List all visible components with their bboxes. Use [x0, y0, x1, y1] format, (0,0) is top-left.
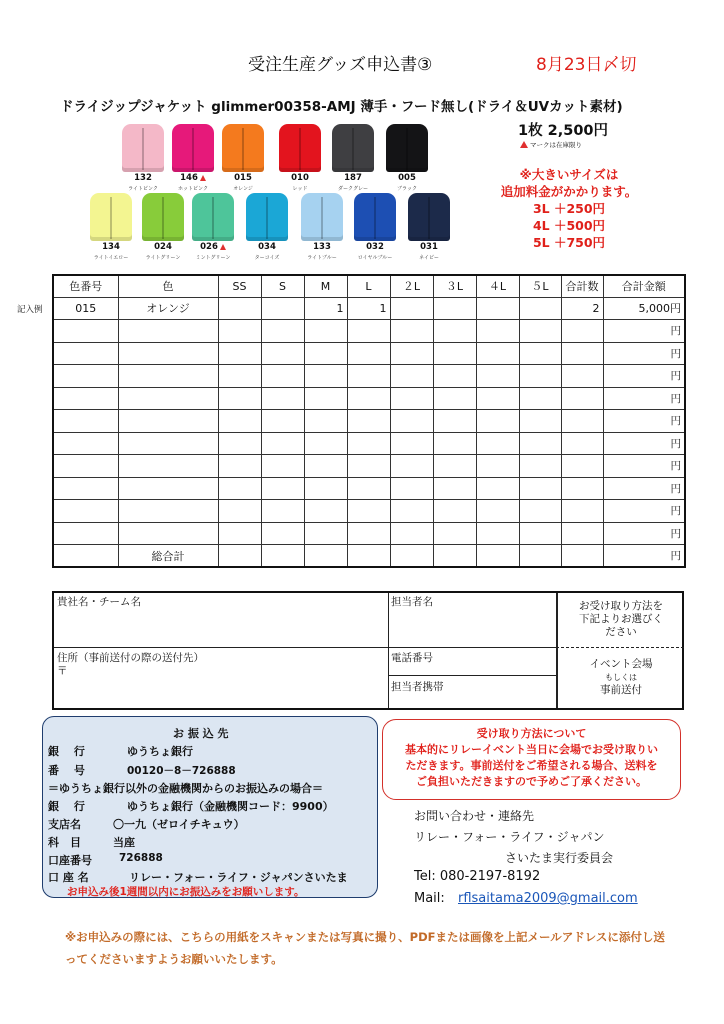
cell[interactable] — [390, 410, 433, 433]
swatch-code-text: 031 — [420, 242, 438, 252]
cell[interactable] — [433, 432, 476, 455]
jacket-image — [222, 124, 264, 172]
holder-value: リレー・フォー・ライフ・ジャパンさいたま — [129, 871, 348, 884]
cell[interactable] — [519, 500, 561, 523]
cell[interactable] — [433, 320, 476, 343]
cell[interactable] — [519, 522, 561, 545]
cell[interactable] — [390, 342, 433, 365]
swatch-034 — [242, 193, 292, 265]
account-value: 726888 — [119, 852, 163, 864]
col-header: S — [261, 275, 304, 297]
swatch-name: ミントグリーン — [195, 255, 231, 261]
swatch-010 — [275, 124, 325, 196]
cell[interactable] — [519, 387, 561, 410]
cell[interactable] — [561, 365, 603, 388]
size-note-line: ※大きいサイズは — [519, 167, 619, 182]
cell — [519, 545, 561, 568]
col-header: 合計金額 — [603, 275, 685, 297]
swatch-code — [297, 242, 347, 252]
cell[interactable] — [53, 387, 118, 410]
cell[interactable] — [476, 522, 519, 545]
payment-box — [42, 716, 378, 898]
jacket-image — [246, 193, 288, 241]
cell — [433, 545, 476, 568]
contact-tel: Tel: 080-2197-8192 — [414, 869, 541, 884]
jacket-image — [301, 193, 343, 241]
payment-deadline-note: お申込み後1週間以内にお振込みをお願いします。 — [67, 886, 305, 898]
swatch-name: ロイヤルブルー — [357, 255, 393, 261]
swatch-133 — [297, 193, 347, 265]
pickup-question: 下記よりお選びく — [579, 613, 663, 625]
cell[interactable] — [218, 500, 261, 523]
size-note-line: 5L ＋750円 — [532, 235, 606, 250]
cell[interactable] — [53, 477, 118, 500]
cell[interactable] — [261, 500, 304, 523]
swatch-code — [188, 242, 238, 252]
other-bank-note: ＝ゆうちょ銀行以外の金融機関からのお振込みの場合＝ — [48, 782, 323, 795]
swatch-name: オレンジ — [233, 186, 253, 192]
amount-cell: 円 — [603, 410, 685, 433]
swatch-code-text: 015 — [234, 173, 252, 183]
pickup-question: ださい — [605, 626, 637, 638]
cell[interactable] — [561, 455, 603, 478]
contact-person-field[interactable]: 担当者名 — [391, 596, 433, 608]
pickup-ship: 事前送付 — [600, 684, 642, 696]
cell[interactable] — [304, 387, 347, 410]
cell[interactable] — [118, 500, 218, 523]
cell[interactable] — [476, 432, 519, 455]
cell: 5,000円 — [603, 297, 685, 320]
receive-line: ご負担いただきますので予めご了承ください。 — [416, 775, 647, 788]
swatch-name: レッド — [292, 186, 308, 192]
swatch-code-text: 005 — [398, 173, 416, 183]
cell[interactable] — [519, 410, 561, 433]
cell[interactable] — [304, 432, 347, 455]
cell[interactable] — [347, 432, 390, 455]
total-label: 総合計 — [118, 545, 218, 568]
swatch-name: ターコイズ — [254, 255, 280, 261]
swatch-name: ライトブルー — [307, 255, 337, 261]
subject-label: 科 目 — [48, 836, 81, 849]
bank2-value: ゆうちょ銀行（金融機関コード：9900） — [127, 800, 334, 813]
pickup-options[interactable] — [558, 658, 684, 697]
swatch-code — [350, 242, 400, 252]
swatch-code-text: 132 — [134, 173, 152, 183]
swatch-code — [168, 173, 218, 183]
cell[interactable] — [304, 455, 347, 478]
amount-cell: 円 — [603, 455, 685, 478]
swatch-name: ライトピンク — [128, 186, 158, 192]
cell[interactable] — [476, 477, 519, 500]
cell — [476, 545, 519, 568]
cell[interactable] — [53, 365, 118, 388]
cell[interactable] — [390, 455, 433, 478]
number-value: 00120－8－726888 — [127, 765, 236, 777]
cell[interactable] — [476, 500, 519, 523]
cell[interactable] — [218, 365, 261, 388]
cell[interactable] — [561, 522, 603, 545]
holder-label: 口 座 名 — [48, 871, 89, 884]
cell[interactable] — [433, 342, 476, 365]
cell[interactable] — [53, 320, 118, 343]
pickup-question: お受け取り方法を — [579, 600, 663, 612]
swatch-code-text: 034 — [258, 242, 276, 252]
cell[interactable] — [433, 410, 476, 433]
cell[interactable] — [390, 432, 433, 455]
cell[interactable] — [347, 522, 390, 545]
col-header: 色 — [118, 275, 218, 297]
cell[interactable] — [261, 410, 304, 433]
cell[interactable] — [519, 342, 561, 365]
cell[interactable] — [476, 387, 519, 410]
cell[interactable] — [53, 342, 118, 365]
col-header: 色番号 — [53, 275, 118, 297]
example-label: 記入例 — [17, 305, 43, 315]
cell[interactable] — [261, 387, 304, 410]
cell[interactable] — [433, 522, 476, 545]
cell[interactable] — [347, 365, 390, 388]
jacket-image — [279, 124, 321, 172]
swatch-code-text: 134 — [102, 242, 120, 252]
swatch-032 — [350, 193, 400, 265]
cell[interactable] — [53, 500, 118, 523]
col-header: ４L — [476, 275, 519, 297]
pickup-venue: イベント会場 — [589, 658, 653, 670]
swatch-code — [138, 242, 188, 252]
cell[interactable] — [118, 410, 218, 433]
jacket-image — [142, 193, 184, 241]
jacket-image — [386, 124, 428, 172]
swatch-code-text: 187 — [344, 173, 362, 183]
contact-org: リレー・フォー・ライフ・ジャパン — [414, 830, 605, 844]
unit-price: 1枚 2,500円 — [518, 123, 609, 139]
address-field[interactable]: 住所（事前送付の際の送付先） — [57, 652, 204, 664]
limited-stock-icon — [200, 175, 206, 181]
stock-note — [520, 140, 582, 149]
cell[interactable] — [476, 455, 519, 478]
swatch-name: ライトグリーン — [145, 255, 181, 261]
contact-committee: さいたま実行委員会 — [505, 851, 614, 865]
cell[interactable] — [218, 522, 261, 545]
mobile-field[interactable]: 担当者携帯 — [391, 681, 444, 693]
cell[interactable] — [218, 432, 261, 455]
cell[interactable] — [118, 320, 218, 343]
swatch-code — [382, 173, 432, 183]
cell[interactable] — [261, 342, 304, 365]
swatch-code-text: 133 — [313, 242, 331, 252]
swatch-031 — [404, 193, 454, 265]
cell[interactable] — [347, 410, 390, 433]
cell[interactable] — [347, 342, 390, 365]
swatch-code — [328, 173, 378, 183]
col-header: M — [304, 275, 347, 297]
cell[interactable] — [519, 320, 561, 343]
cell[interactable] — [561, 432, 603, 455]
cell[interactable] — [53, 522, 118, 545]
receive-method-box — [382, 719, 681, 800]
cell[interactable] — [390, 500, 433, 523]
cell[interactable] — [304, 477, 347, 500]
cell: 1 — [347, 297, 390, 320]
cell[interactable] — [519, 432, 561, 455]
swatch-code-text: 024 — [154, 242, 172, 252]
order-row — [53, 410, 685, 433]
cell[interactable] — [347, 500, 390, 523]
account-label: 口座番号 — [48, 854, 92, 867]
cell: 1 — [304, 297, 347, 320]
cell[interactable] — [218, 477, 261, 500]
col-header: ２L — [390, 275, 433, 297]
jacket-image — [90, 193, 132, 241]
cell[interactable] — [476, 410, 519, 433]
contact-title: お問い合わせ・連絡先 — [414, 809, 535, 823]
cell[interactable] — [261, 432, 304, 455]
amount-cell: 円 — [603, 522, 685, 545]
cell — [53, 545, 118, 568]
cell[interactable] — [390, 387, 433, 410]
company-field[interactable]: 貴社名・チーム名 — [57, 596, 141, 608]
cell: 2 — [561, 297, 603, 320]
swatch-code — [275, 173, 325, 183]
cell[interactable] — [390, 477, 433, 500]
cell[interactable] — [347, 455, 390, 478]
cell[interactable] — [390, 320, 433, 343]
cell[interactable] — [519, 365, 561, 388]
cell[interactable] — [561, 477, 603, 500]
cell[interactable] — [561, 342, 603, 365]
cell — [347, 545, 390, 568]
cell[interactable] — [261, 477, 304, 500]
contact-mail-label: Mail: — [414, 891, 445, 906]
stock-note-text: マークは在庫限り — [530, 141, 582, 149]
col-header: SS — [218, 275, 261, 297]
swatch-code-text: 146 — [180, 173, 198, 183]
bank2-label: 銀 行 — [48, 800, 85, 813]
size-note-line: 4L ＋500円 — [532, 218, 606, 233]
swatch-code-text: 010 — [291, 173, 309, 183]
col-header: ５L — [519, 275, 561, 297]
payment-title: お 振 込 先 — [173, 727, 229, 740]
deadline: 8月23日〆切 — [536, 55, 637, 75]
swatch-code — [118, 173, 168, 183]
swatch-code-text: 032 — [366, 242, 384, 252]
amount-cell: 円 — [603, 500, 685, 523]
cell[interactable] — [118, 477, 218, 500]
cell[interactable] — [304, 522, 347, 545]
jacket-image — [408, 193, 450, 241]
cell[interactable] — [118, 455, 218, 478]
table-header-row — [53, 275, 685, 297]
cell[interactable] — [433, 365, 476, 388]
branch-value: 〇一九（ゼロイチキュウ） — [113, 818, 245, 831]
cell — [433, 297, 476, 320]
order-table — [52, 274, 686, 568]
jacket-image — [354, 193, 396, 241]
cell — [261, 297, 304, 320]
cell[interactable] — [476, 365, 519, 388]
cell[interactable] — [218, 410, 261, 433]
bank-label: 銀 行 — [48, 745, 85, 758]
size-note-line: 3L ＋250円 — [532, 201, 606, 216]
subject-value: 当座 — [113, 836, 135, 849]
cell[interactable] — [304, 365, 347, 388]
cell[interactable] — [347, 320, 390, 343]
order-row — [53, 320, 685, 343]
total-row — [53, 545, 685, 568]
cell[interactable] — [390, 522, 433, 545]
cell — [561, 545, 603, 568]
cell[interactable] — [519, 477, 561, 500]
swatch-005 — [382, 124, 432, 196]
swatch-code — [242, 242, 292, 252]
postal-mark: 〒 — [57, 665, 68, 677]
cell[interactable] — [118, 432, 218, 455]
cell[interactable] — [304, 320, 347, 343]
order-row — [53, 522, 685, 545]
col-header: 合計数 — [561, 275, 603, 297]
cell[interactable] — [561, 500, 603, 523]
amount-cell: 円 — [603, 387, 685, 410]
swatch-code — [86, 242, 136, 252]
cell[interactable] — [118, 522, 218, 545]
amount-cell: 円 — [603, 342, 685, 365]
cell[interactable] — [218, 320, 261, 343]
cell[interactable] — [261, 522, 304, 545]
jacket-image — [122, 124, 164, 172]
limited-stock-icon — [220, 244, 226, 250]
cell[interactable] — [118, 365, 218, 388]
receive-line: 基本的にリレーイベント当日に会場でお受け取りい — [405, 743, 658, 756]
jacket-image — [332, 124, 374, 172]
swatch-name: ダークグレー — [337, 186, 368, 192]
size-surcharge-note — [494, 166, 644, 251]
example-row — [53, 297, 685, 320]
customer-info-box — [52, 591, 684, 710]
amount-cell: 円 — [603, 432, 685, 455]
cell[interactable] — [433, 455, 476, 478]
cell[interactable] — [433, 387, 476, 410]
size-note-line: 追加料金がかかります。 — [500, 184, 638, 199]
bank-value: ゆうちょ銀行 — [127, 745, 193, 758]
swatch-name: ブラック — [397, 186, 417, 192]
cell[interactable] — [261, 320, 304, 343]
cell — [390, 545, 433, 568]
cell[interactable] — [218, 387, 261, 410]
cell[interactable] — [561, 387, 603, 410]
order-row — [53, 342, 685, 365]
cell: 015 — [53, 297, 118, 320]
contact-mail-link[interactable]: rflsaitama2009@gmail.com — [458, 891, 638, 906]
swatch-code — [404, 242, 454, 252]
product-name: ドライジップジャケット glimmer00358-AMJ 薄手・フード無し(ドライ＆UVカット素材) — [60, 99, 623, 115]
cell[interactable] — [347, 477, 390, 500]
order-row — [53, 365, 685, 388]
number-label: 番 号 — [48, 764, 85, 777]
jacket-image — [192, 193, 234, 241]
swatch-026 — [188, 193, 238, 265]
cell — [261, 545, 304, 568]
cell[interactable] — [476, 342, 519, 365]
cell — [218, 297, 261, 320]
receive-line: ただきます。事前送付をご希望される場合、送料を — [405, 759, 658, 772]
cell — [476, 297, 519, 320]
amount-cell: 円 — [603, 365, 685, 388]
branch-label: 支店名 — [48, 818, 81, 831]
swatch-187 — [328, 124, 378, 196]
cell[interactable] — [476, 320, 519, 343]
cell[interactable] — [118, 387, 218, 410]
cell[interactable] — [519, 455, 561, 478]
swatch-024 — [138, 193, 188, 265]
swatch-134 — [86, 193, 136, 265]
cell[interactable] — [261, 455, 304, 478]
cell[interactable] — [53, 410, 118, 433]
amount-cell: 円 — [603, 320, 685, 343]
amount-cell: 円 — [603, 545, 685, 568]
cell[interactable] — [53, 432, 118, 455]
cell[interactable] — [53, 455, 118, 478]
order-row — [53, 477, 685, 500]
cell[interactable] — [561, 410, 603, 433]
phone-field[interactable]: 電話番号 — [391, 652, 433, 664]
swatch-code — [218, 173, 268, 183]
cell[interactable] — [347, 387, 390, 410]
col-header: L — [347, 275, 390, 297]
cell[interactable] — [261, 365, 304, 388]
cell[interactable] — [218, 342, 261, 365]
order-row — [53, 455, 685, 478]
swatch-132 — [118, 124, 168, 196]
amount-cell: 円 — [603, 477, 685, 500]
cell[interactable] — [561, 320, 603, 343]
footer-note: ※お申込みの際には、こちらの用紙をスキャンまたは写真に撮り、PDFまたは画像を上記メールアドレスに添付し送ってくださいますようお願いいたします。 — [65, 930, 665, 966]
swatch-name: ライトイエロー — [93, 255, 129, 261]
cell[interactable] — [433, 500, 476, 523]
swatch-015 — [218, 124, 268, 196]
cell[interactable] — [433, 477, 476, 500]
col-header: ３L — [433, 275, 476, 297]
swatch-code-text: 026 — [200, 242, 218, 252]
cell: オレンジ — [118, 297, 218, 320]
cell[interactable] — [304, 500, 347, 523]
cell[interactable] — [304, 410, 347, 433]
jacket-image — [172, 124, 214, 172]
cell — [304, 545, 347, 568]
order-row — [53, 387, 685, 410]
cell — [519, 297, 561, 320]
swatch-146 — [168, 124, 218, 196]
order-row — [53, 432, 685, 455]
cell[interactable] — [218, 455, 261, 478]
order-row — [53, 500, 685, 523]
cell[interactable] — [304, 342, 347, 365]
cell[interactable] — [390, 365, 433, 388]
swatch-name: ネイビー — [419, 255, 439, 261]
pickup-or: もしくは — [605, 673, 637, 682]
page-title: 受注生産グッズ申込書③ — [248, 55, 433, 75]
warning-icon — [520, 141, 528, 148]
cell — [218, 545, 261, 568]
swatch-name: ホットピンク — [178, 186, 208, 192]
cell[interactable] — [118, 342, 218, 365]
cell — [390, 297, 433, 320]
receive-line: 受け取り方法について — [476, 727, 587, 740]
